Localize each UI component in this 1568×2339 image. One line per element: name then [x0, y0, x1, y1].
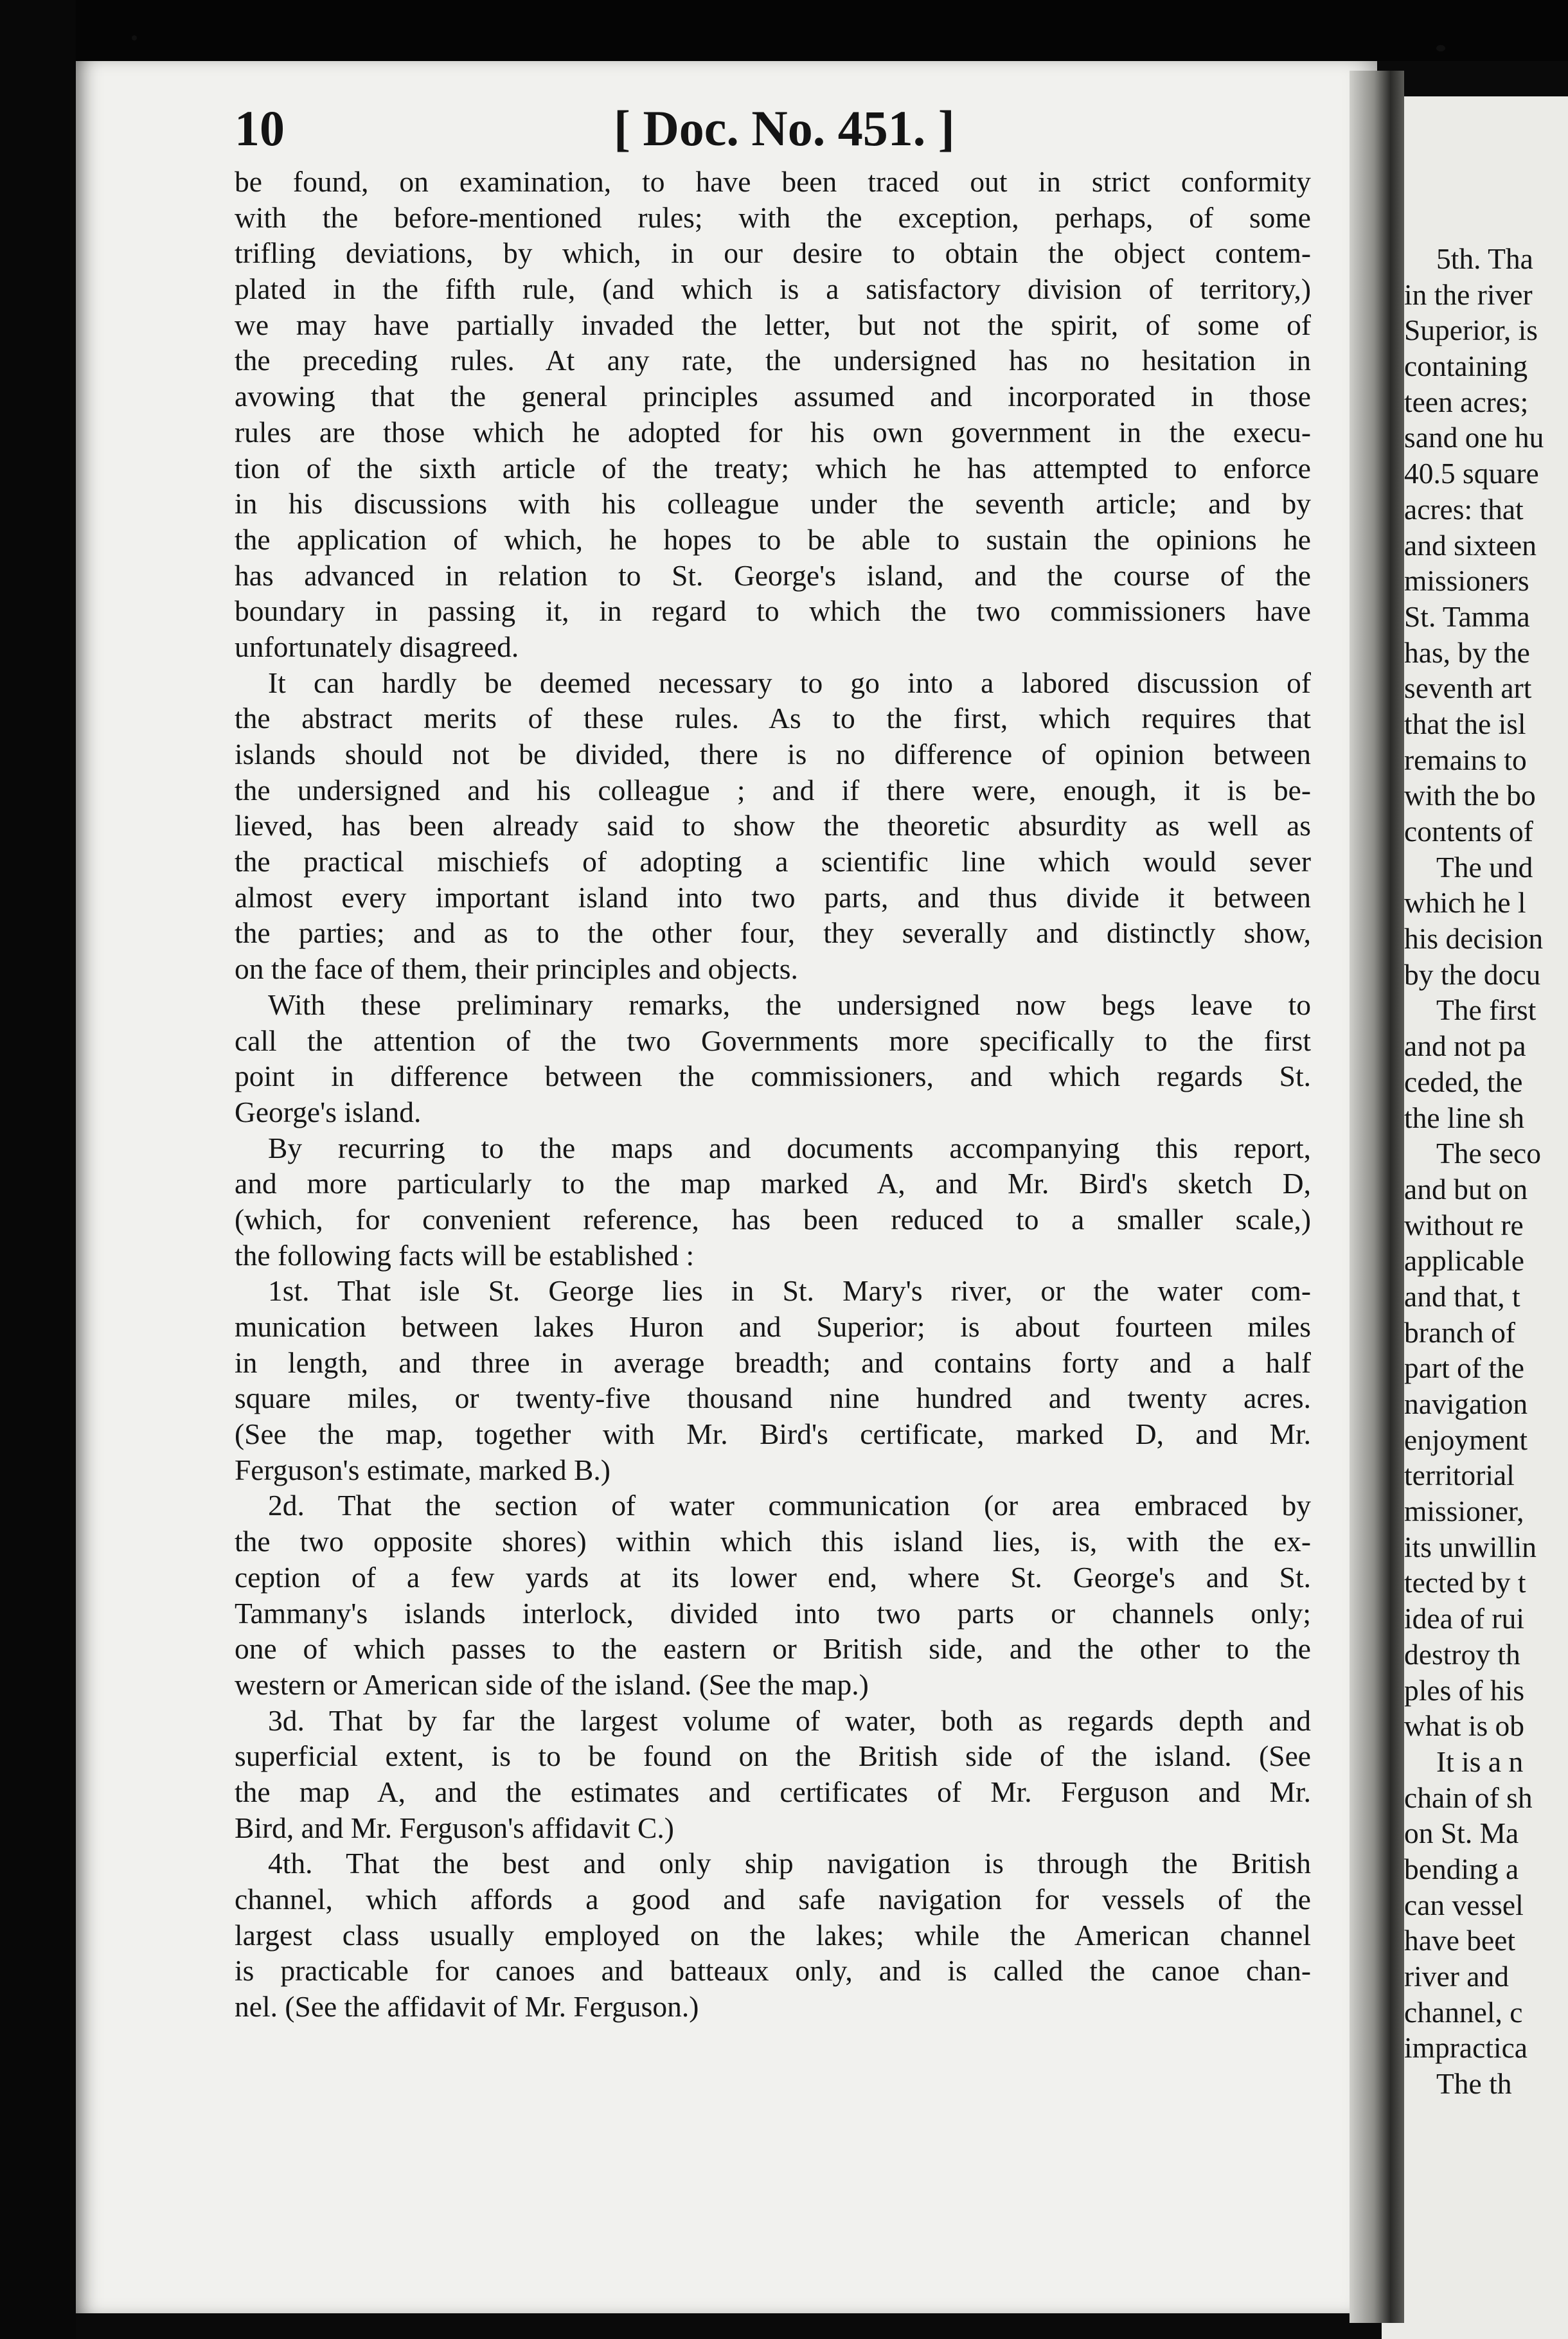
text-line: the two opposite shores) within which this island lies, is, with the ex-: [235, 1525, 1311, 1558]
text-line: tion of the sixth article of the treaty; which he has attempted to enforce: [235, 451, 1311, 485]
text-line: chain of sh: [1404, 1781, 1533, 1814]
text-line: (See the map, together with Mr. Bird's certificate, marked D, and Mr.: [235, 1418, 1311, 1451]
facing-page-text-column: [1404, 241, 1568, 2102]
text-line: be found, on examination, to have been traced out in strict conformity: [235, 165, 1311, 198]
scan-speck: [132, 35, 137, 40]
text-line: acres: that: [1404, 492, 1524, 526]
text-line: on St. Ma: [1404, 1817, 1519, 1850]
text-line: missioner,: [1404, 1495, 1524, 1528]
text-line: call the attention of the two Governments more specifically to the first: [235, 1024, 1311, 1057]
page-number: 10: [235, 100, 285, 156]
text-line: 1st. That isle St. George lies in St. Mary's river, or the water com-: [268, 1274, 1311, 1308]
text-line: By recurring to the maps and documents accompanying this report,: [268, 1131, 1311, 1164]
text-line: in the river: [1404, 278, 1533, 311]
text-line: channel, which affords a good and safe navigation for vessels of the: [235, 1883, 1311, 1916]
text-line: branch of: [1404, 1315, 1516, 1349]
text-line: and not pa: [1404, 1029, 1526, 1063]
text-line: containing: [1404, 350, 1528, 383]
text-line: bending a: [1404, 1852, 1519, 1885]
text-line: rules are those which he adopted for his own government in the execu-: [235, 415, 1311, 449]
text-line: lieved, has been already said to show the theoretic absurdity as well as: [235, 809, 1311, 842]
text-line: remains to: [1404, 743, 1527, 776]
text-line: plated in the fifth rule, (and which is a satisfactory division of territory,): [235, 272, 1311, 306]
text-line: 3d. That by far the largest volume of water, both as regards depth and: [268, 1703, 1311, 1737]
text-line: Ferguson's estimate, marked B.): [235, 1453, 610, 1486]
text-line: islands should not be divided, there is no difference of opinion between: [235, 738, 1311, 770]
text-line: contents of: [1404, 815, 1533, 848]
text-line: idea of rui: [1404, 1602, 1524, 1635]
text-line: the abstract merits of these rules. As to the first, which requires that: [235, 702, 1311, 735]
text-line: missioners: [1404, 564, 1529, 598]
text-line: the preceding rules. At any rate, the undersigned has no hesitation in: [235, 344, 1311, 377]
text-line: superficial extent, is to be found on the British side of the island. (See: [235, 1739, 1311, 1773]
text-line: in his discussions with his colleague under the seventh article; and by: [235, 487, 1311, 520]
text-line: with the bo: [1404, 779, 1536, 812]
text-line: is practicable for canoes and batteaux only, and is called the canoe chan-: [235, 1954, 1311, 1988]
text-line: in length, and three in average breadth; and contains forty and a half: [235, 1346, 1311, 1379]
text-line: trifling deviations, by which, in our desire to obtain the object contem-: [235, 236, 1311, 270]
book-gutter: [1350, 71, 1404, 2323]
text-line: channel, c: [1404, 1995, 1523, 2029]
text-line: have beet: [1404, 1924, 1516, 1957]
text-line: destroy th: [1404, 1637, 1520, 1671]
scan-speck: [1436, 45, 1445, 51]
text-line: The th: [1436, 2067, 1512, 2101]
text-line: It can hardly be deemed necessary to go into a labored discussion of: [268, 666, 1311, 699]
text-line: nel. (See the affidavit of Mr. Ferguson.): [235, 1990, 699, 2023]
text-line: The seco: [1436, 1137, 1541, 1170]
text-line: unfortunately disagreed.: [235, 630, 519, 663]
text-line: It is a n: [1436, 1745, 1524, 1778]
text-line: which he l: [1404, 886, 1526, 920]
text-line: the undersigned and his colleague ; and if there were, enough, it is be-: [235, 773, 1311, 806]
text-line: navigation: [1404, 1387, 1528, 1420]
text-line: that the isl: [1404, 707, 1526, 740]
text-line: ples of his: [1404, 1673, 1525, 1707]
text-line: river and: [1404, 1960, 1509, 1993]
text-line: his decision: [1404, 922, 1544, 956]
text-line: western or American side of the island. (See the map.): [235, 1668, 869, 1701]
text-line: territorial: [1404, 1459, 1515, 1492]
text-line: square miles, or twenty-five thousand nine hundred and twenty acres.: [235, 1382, 1311, 1415]
text-line: the parties; and as to the other four, they severally and distinctly show,: [235, 916, 1311, 950]
text-line: ception of a few yards at its lower end, where St. George's and St.: [235, 1560, 1311, 1594]
text-line: impractica: [1404, 2031, 1528, 2065]
text-line: applicable: [1404, 1244, 1524, 1277]
text-line: tected by t: [1404, 1566, 1526, 1599]
text-line: Bird, and Mr. Ferguson's affidavit C.): [235, 1811, 674, 1844]
text-line: 2d. That the section of water communication (or area embraced by: [268, 1489, 1311, 1522]
text-line: on the face of them, their principles and objects.: [235, 952, 798, 986]
text-line: 5th. Tha: [1436, 242, 1533, 275]
text-line: St. Tamma: [1404, 600, 1530, 633]
text-line: what is ob: [1404, 1709, 1525, 1743]
page-header: [0, 93, 1568, 164]
text-line: the practical mischiefs of adopting a scientific line which would sever: [235, 845, 1311, 878]
text-line: The und: [1436, 850, 1533, 884]
text-line: point in difference between the commissioners, and which regards St.: [235, 1060, 1311, 1093]
text-line: boundary in passing it, in regard to which the two commissioners have: [235, 594, 1311, 628]
text-line: George's island.: [235, 1095, 422, 1128]
text-line: 40.5 square: [1404, 457, 1539, 490]
text-line: munication between lakes Huron and Superior; is about fourteen miles: [235, 1310, 1311, 1343]
text-line: and more particularly to the map marked A, and Mr. Bird's sketch D,: [235, 1167, 1311, 1200]
text-line: part of the: [1404, 1351, 1524, 1385]
text-line: Superior, is: [1404, 314, 1538, 347]
text-line: can vessel: [1404, 1888, 1524, 1921]
text-line: without re: [1404, 1208, 1524, 1241]
text-line: 4th. That the best and only ship navigation is through the British: [268, 1847, 1311, 1880]
text-line: has advanced in relation to St. George's island, and the course of the: [235, 558, 1311, 592]
text-line: The first: [1436, 993, 1537, 1027]
text-line: and that, t: [1404, 1279, 1520, 1313]
text-line: with the before-mentioned rules; with the exception, perhaps, of some: [235, 200, 1311, 234]
text-line: the following facts will be established :: [235, 1238, 695, 1272]
text-line: teen acres;: [1404, 385, 1529, 418]
text-line: With these preliminary remarks, the undersigned now begs leave to: [268, 988, 1311, 1021]
text-line: almost every important island into two parts, and thus divide it between: [235, 880, 1311, 914]
scan-border-left: [0, 0, 76, 2339]
text-line: (which, for convenient reference, has been reduced to a smaller scale,): [235, 1202, 1311, 1236]
text-line: Tammany's islands interlock, divided into two parts or channels only;: [235, 1596, 1311, 1630]
text-line: the application of which, he hopes to be able to sustain the opinions he: [235, 522, 1311, 556]
text-line: and sixteen: [1404, 528, 1537, 562]
text-line: its unwillin: [1404, 1530, 1537, 1563]
text-line: sand one hu: [1404, 421, 1544, 454]
text-line: avowing that the general principles assumed and incorporated in those: [235, 380, 1311, 413]
document-reference: [ Doc. No. 451. ]: [614, 100, 955, 156]
main-text-column: [235, 164, 1311, 2025]
text-line: the map A, and the estimates and certificates of Mr. Ferguson and Mr.: [235, 1775, 1311, 1808]
text-line: has, by the: [1404, 636, 1530, 669]
text-line: one of which passes to the eastern or British side, and the other to the: [235, 1632, 1311, 1666]
text-line: by the docu: [1404, 957, 1541, 991]
scan-border-top: [0, 0, 1568, 61]
text-line: seventh art: [1404, 671, 1532, 705]
text-line: and but on: [1404, 1172, 1528, 1205]
text-line: the line sh: [1404, 1101, 1525, 1134]
text-line: we may have partially invaded the letter, but not the spirit, of some of: [235, 308, 1311, 341]
text-line: enjoyment: [1404, 1423, 1528, 1456]
text-line: largest class usually employed on the lakes; while the American channel: [235, 1918, 1311, 1952]
text-line: ceded, the: [1404, 1065, 1523, 1098]
